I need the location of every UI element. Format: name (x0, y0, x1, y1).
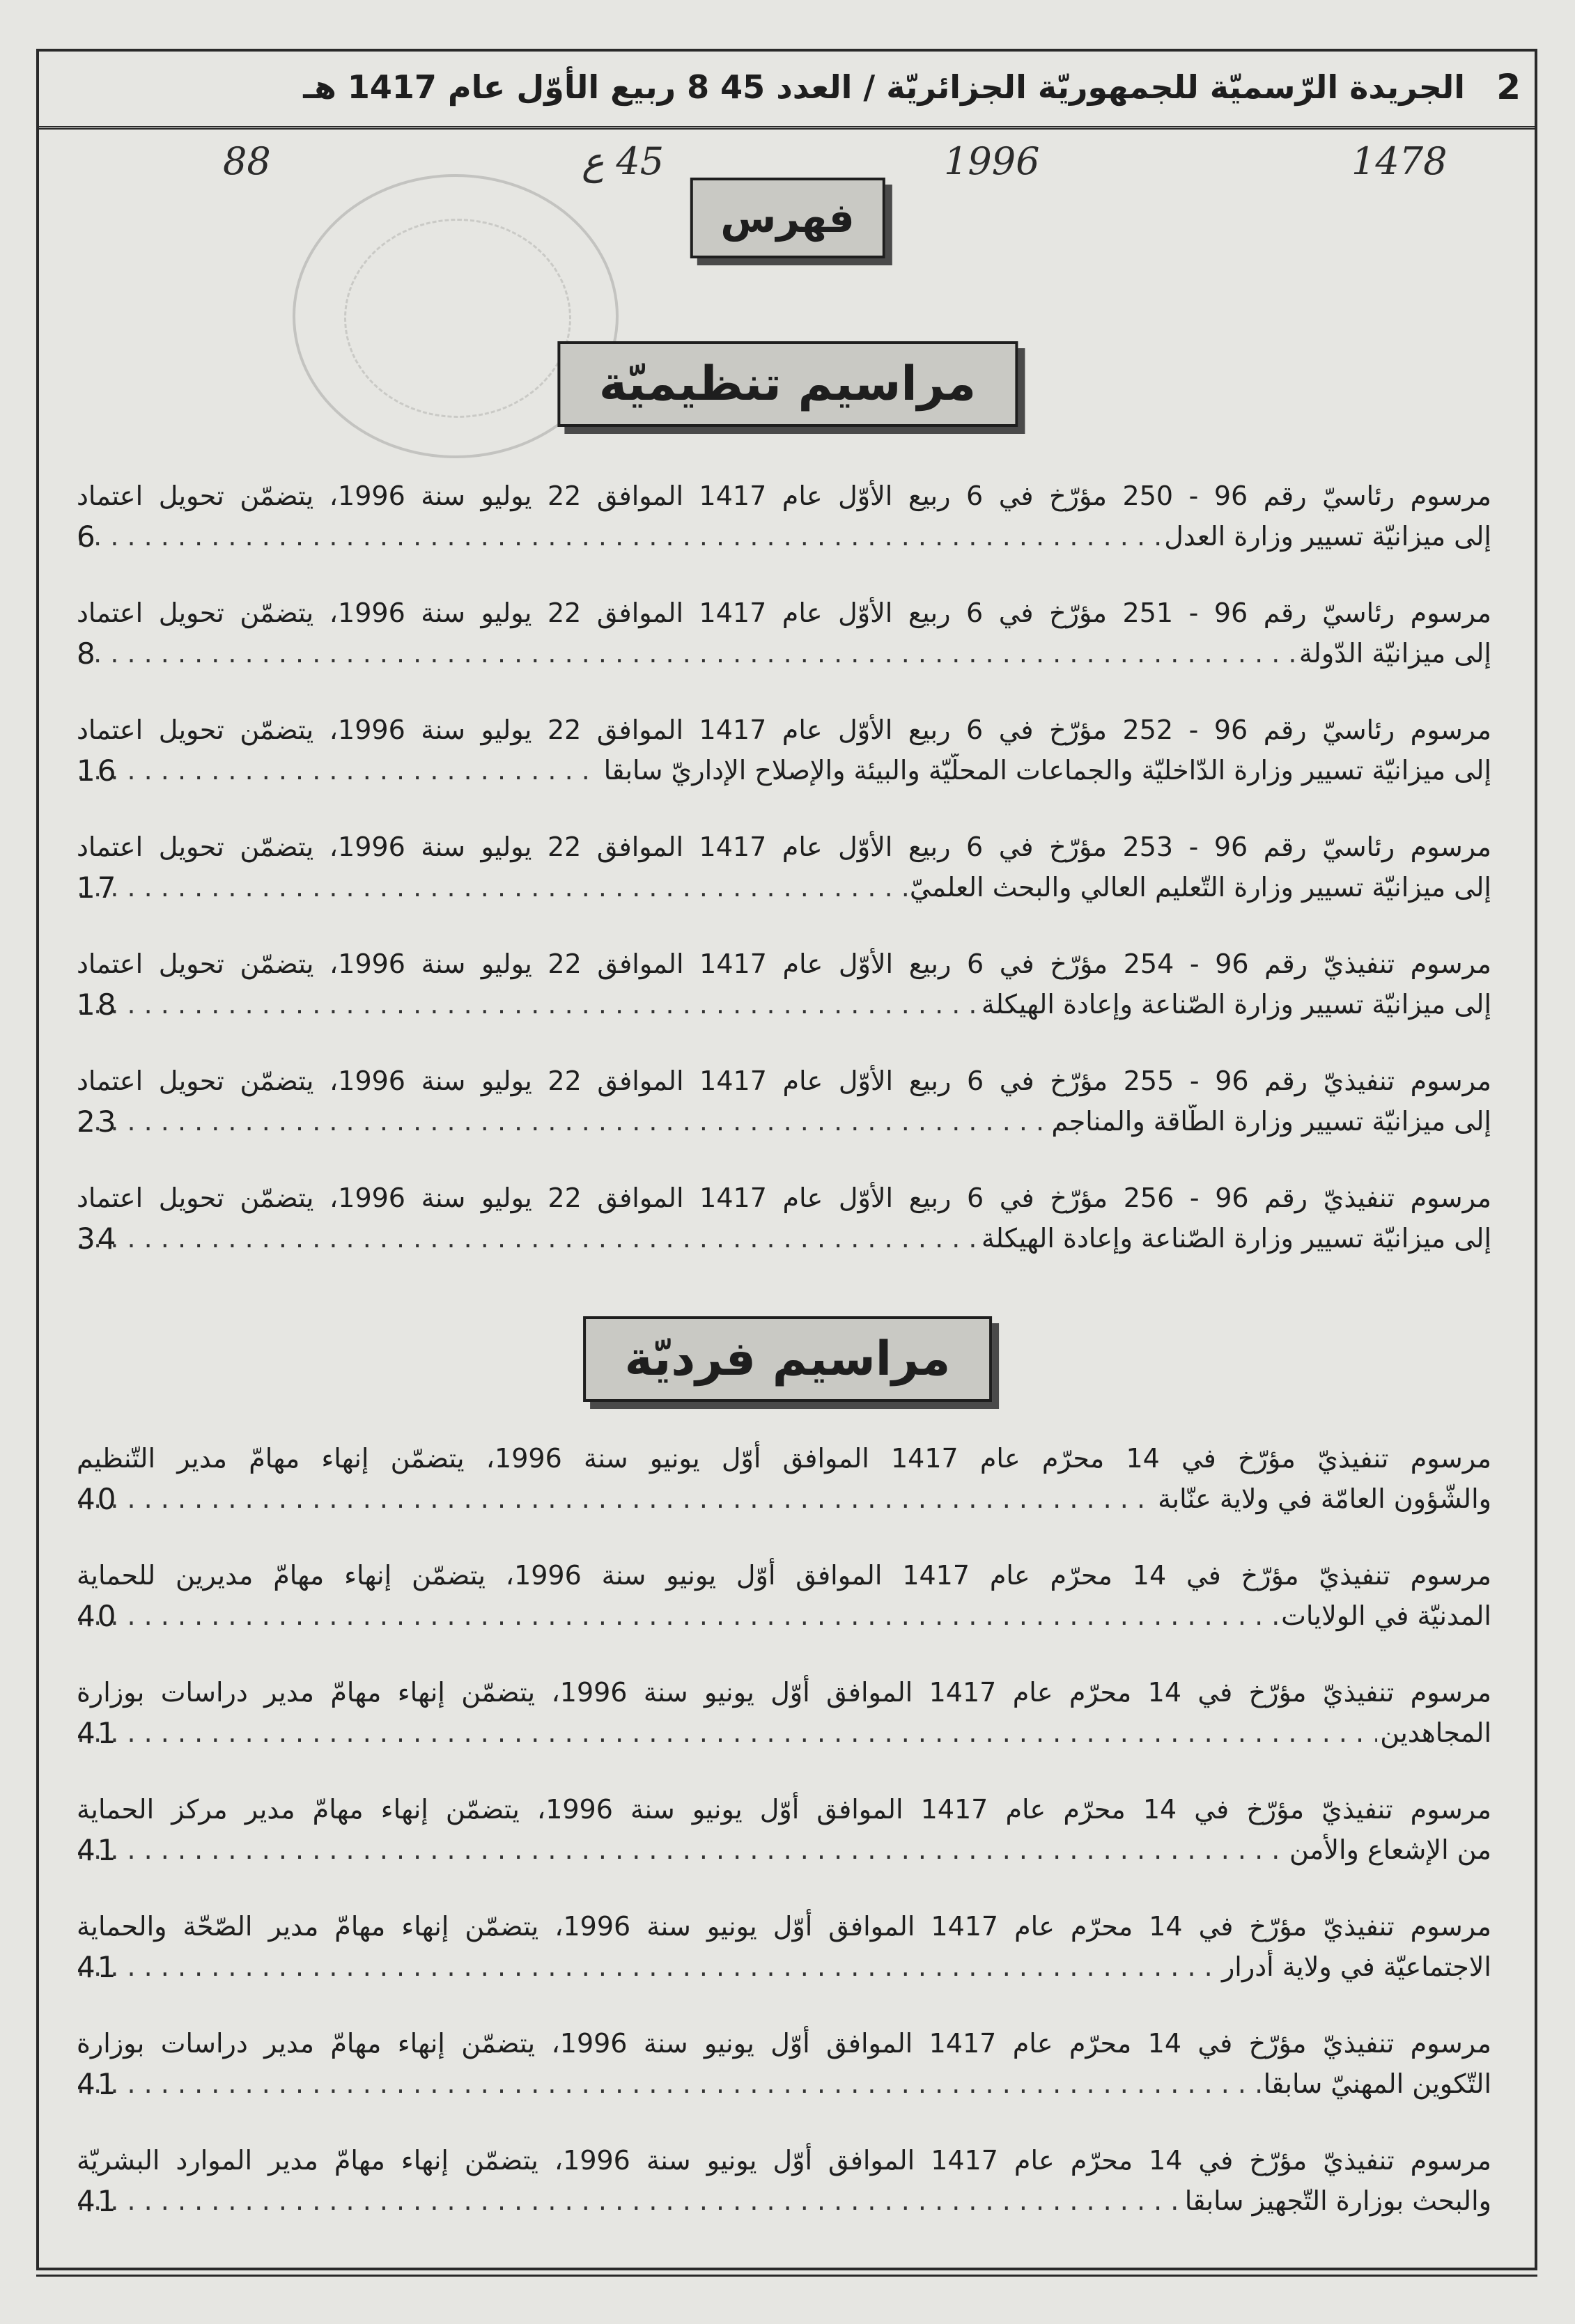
entry-line2 (77, 520, 1491, 553)
entry-line2-text: إلى ميزانيّة تسيير وزارة الطّاقة والمناجم (1048, 1106, 1491, 1137)
entry-line1: مرسوم رئاسيّ رقم 96 - 252 مؤرّخ في 6 ربيع الأوّل عام 1417 الموافق 22 يوليو سنة 1996، يتضمّن تحويل اعتماد (77, 715, 1491, 745)
entry-line2-text: المدنيّة في الولايات (1278, 1600, 1491, 1631)
bottom-rule (36, 2275, 1537, 2277)
entry-page-number: 17 (77, 871, 118, 905)
entry-line1: مرسوم تنفيذيّ رقم 96 - 254 مؤرّخ في 6 ربيع الأوّل عام 1417 الموافق 22 يوليو سنة 1996، يتضمّن تحويل اعتماد (77, 949, 1491, 979)
toc-entry (77, 1676, 1491, 1749)
entry-line2-text: والشّؤون العامّة في ولاية عنّابة (1155, 1483, 1491, 1514)
toc-title: فهرس (690, 178, 885, 258)
entry-line2 (77, 988, 1491, 1021)
entry-line1: مرسوم رئاسيّ رقم 96 - 253 مؤرّخ في 6 ربيع الأوّل عام 1417 الموافق 22 يوليو سنة 1996، يتضمّن تحويل اعتماد (77, 832, 1491, 862)
entry-page-number: 23 (77, 1105, 118, 1139)
toc-entry (77, 596, 1491, 670)
entry-line1: مرسوم تنفيذيّ مؤرّخ في 14 محرّم عام 1417 الموافق أوّل يونيو سنة 1996، يتضمّن إنهاء مهامّ مديرين للحماية (77, 1560, 1492, 1591)
handwritten-note-3: 45 ع (582, 139, 665, 183)
entry-line2-text: إلى ميزانيّة الدّولة (1296, 638, 1491, 669)
entry-page-number: 8 (77, 637, 98, 671)
entry-line2-text: إلى ميزانيّة تسيير وزارة الدّاخليّة والجماعات المحلّيّة والبيئة والإصلاح الإداريّ سابقا (601, 755, 1491, 786)
entry-line2 (77, 1833, 1491, 1866)
entry-line2-text: الاجتماعيّة في ولاية أدرار (1219, 1951, 1491, 1982)
entry-line1: مرسوم تنفيذيّ مؤرّخ في 14 محرّم عام 1417 الموافق أوّل يونيو سنة 1996، يتضمّن إنهاء مهامّ مدير الصّحّة والحماية (77, 1911, 1491, 1942)
entry-page-number: 40 (77, 1599, 118, 1633)
entry-page-number: 16 (77, 754, 118, 788)
entry-line2-text: إلى ميزانيّة تسيير وزارة العدل (1161, 521, 1491, 552)
entry-page-number: 41 (77, 2067, 118, 2101)
entry-line2 (77, 1482, 1491, 1515)
page-number: 2 (1496, 67, 1521, 107)
page-header (39, 52, 1535, 130)
toc-entry (77, 479, 1491, 553)
toc-entry (77, 1442, 1491, 1515)
entry-page-number: 34 (77, 1222, 118, 1256)
toc-entry (77, 1064, 1491, 1138)
header-title: الجريدة الرّسميّة للجمهوريّة الجزائريّة / العدد 45 8 ربيع الأوّل عام 1417 هـ (303, 68, 1465, 106)
entry-line1: مرسوم تنفيذيّ مؤرّخ في 14 محرّم عام 1417 الموافق أوّل يونيو سنة 1996، يتضمّن إنهاء مهامّ مدير مركز الحماية (77, 1794, 1492, 1825)
toc-entry (77, 2144, 1491, 2217)
toc-entry (77, 1793, 1491, 1866)
entry-page-number: 18 (77, 988, 118, 1022)
toc-entry (77, 830, 1491, 904)
entry-page-number: 6 (77, 520, 98, 554)
entry-line1: مرسوم رئاسيّ رقم 96 - 251 مؤرّخ في 6 ربيع الأوّل عام 1417 الموافق 22 يوليو سنة 1996، يتضمّن تحويل اعتماد (77, 598, 1491, 628)
toc-entry (77, 2027, 1491, 2100)
entry-page-number: 41 (77, 2184, 118, 2218)
entry-line1: مرسوم تنفيذيّ رقم 96 - 256 مؤرّخ في 6 ربيع الأوّل عام 1417 الموافق 22 يوليو سنة 1996، يتضمّن تحويل اعتماد (77, 1183, 1491, 1213)
entry-line2 (77, 1599, 1491, 1632)
entry-line2 (77, 754, 1491, 787)
toc-entry (77, 947, 1491, 1021)
entry-line2-text: إلى ميزانيّة تسيير وزارة التّعليم العالي والبحث العلميّ (907, 872, 1491, 903)
toc-entry (77, 1559, 1491, 1632)
entry-line2 (77, 1716, 1491, 1749)
entry-line2-text: من الإشعاع والأمن (1287, 1834, 1491, 1865)
entry-line1: مرسوم تنفيذيّ مؤرّخ في 14 محرّم عام 1417 الموافق أوّل يونيو سنة 1996، يتضمّن إنهاء مهامّ مدير الموارد البشريّة (77, 2145, 1491, 2176)
section-title-individual: مراسيم فرديّة (583, 1316, 993, 1402)
entry-line2-text: والبحث بوزارة التّجهيز سابقا (1182, 2185, 1491, 2216)
handwritten-note-1: 1478 (1351, 139, 1448, 183)
entry-page-number: 40 (77, 1482, 118, 1516)
entry-line1: مرسوم تنفيذيّ مؤرّخ في 14 محرّم عام 1417 الموافق أوّل يونيو سنة 1996، يتضمّن إنهاء مهامّ مدير التّنظيم (77, 1443, 1492, 1474)
toc-entry (77, 713, 1491, 787)
entry-line1: مرسوم تنفيذيّ مؤرّخ في 14 محرّم عام 1417 الموافق أوّل يونيو سنة 1996، يتضمّن إنهاء مهامّ مدير دراسات بوزارة (77, 1677, 1491, 1708)
entry-line2-text: المجاهدين (1377, 1717, 1491, 1748)
entry-line2 (77, 2184, 1491, 2217)
entry-line2-text: التّكوين المهنيّ سابقا (1261, 2068, 1491, 2099)
entry-line2 (77, 1222, 1491, 1255)
entry-line2 (77, 1105, 1491, 1138)
section-title-regulatory: مراسيم تنظيميّة (557, 341, 1018, 427)
entry-line2 (77, 2067, 1491, 2100)
handwritten-note-4: 88 (223, 139, 271, 183)
toc-entry (77, 1181, 1491, 1255)
entry-line1: مرسوم رئاسيّ رقم 96 - 250 مؤرّخ في 6 ربيع الأوّل عام 1417 الموافق 22 يوليو سنة 1996، يتضمّن تحويل اعتماد (77, 481, 1491, 511)
entry-line2-text: إلى ميزانيّة تسيير وزارة الصّناعة وإعادة الهيكلة (979, 1223, 1491, 1254)
entry-page-number: 41 (77, 1950, 118, 1984)
toc-entry (77, 1910, 1491, 1983)
entry-page-number: 41 (77, 1833, 118, 1867)
entry-line1: مرسوم تنفيذيّ مؤرّخ في 14 محرّم عام 1417 الموافق أوّل يونيو سنة 1996، يتضمّن إنهاء مهامّ مدير دراسات بوزارة (77, 2028, 1491, 2059)
entry-line2 (77, 871, 1491, 904)
entry-line2-text: إلى ميزانيّة تسيير وزارة الصّناعة وإعادة الهيكلة (979, 989, 1491, 1020)
handwritten-note-2: 1996 (944, 139, 1040, 183)
entry-line1: مرسوم تنفيذيّ رقم 96 - 255 مؤرّخ في 6 ربيع الأوّل عام 1417 الموافق 22 يوليو سنة 1996، يتضمّن تحويل اعتماد (77, 1066, 1491, 1096)
entry-page-number: 41 (77, 1716, 118, 1750)
entry-line2 (77, 637, 1491, 670)
entry-line2 (77, 1950, 1491, 1983)
